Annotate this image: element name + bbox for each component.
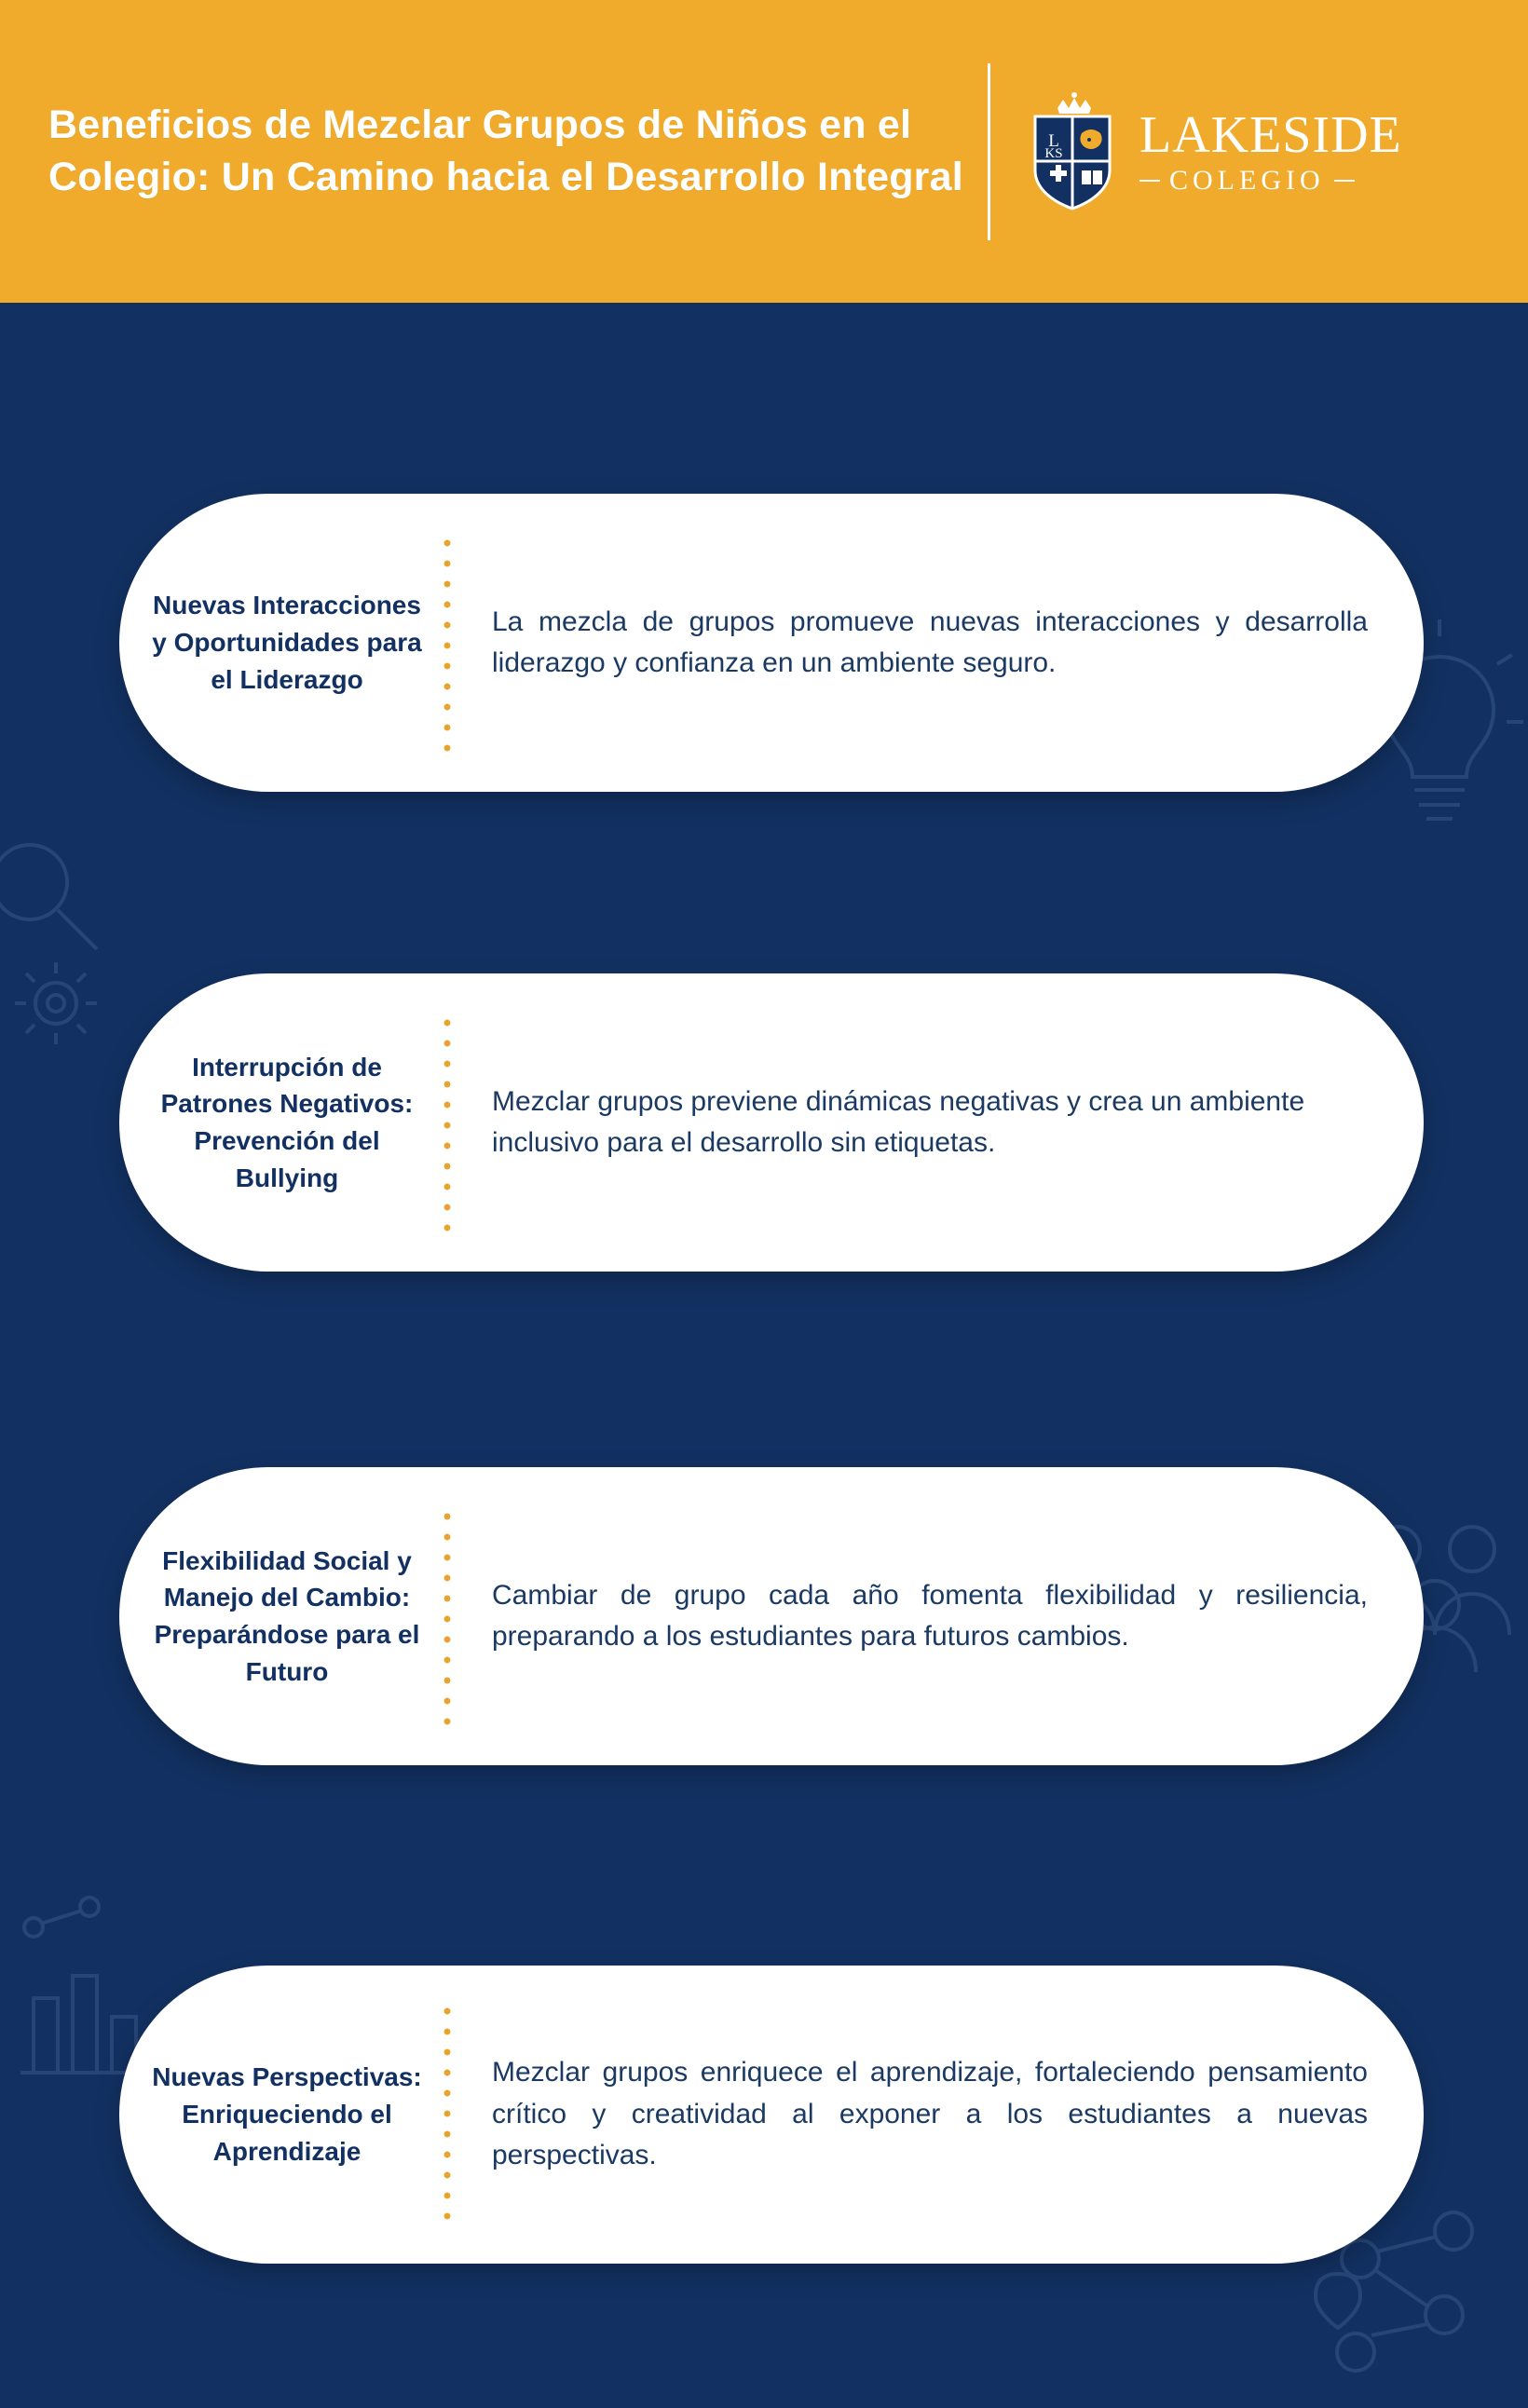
dotted-separator	[443, 1506, 451, 1726]
magnifier-icon	[0, 834, 112, 973]
benefit-card[interactable]	[119, 1966, 1424, 2264]
benefit-card-body: La mezcla de grupos promueve nuevas interacciones y desarrolla liderazgo y confianza en un ambiente seguro.	[492, 605, 1368, 678]
brand-text	[1139, 105, 1402, 196]
dotted-separator	[443, 1013, 451, 1232]
benefit-card-title: Interrupción de Patrones Negativos: Prevención del Bullying	[160, 1052, 414, 1192]
brand-rule-left	[1139, 180, 1160, 182]
dotted-separator	[443, 2001, 451, 2228]
benefit-card-body: Mezclar grupos previene dinámicas negativas y crea un ambiente inclusivo para el desarrollo sin etiquetas.	[492, 1085, 1305, 1158]
brand-lockup	[1022, 92, 1402, 211]
benefit-card-body: Cambiar de grupo cada año fomenta flexibilidad y resiliencia, preparando a los estudiantes para futuros cambios.	[492, 1579, 1368, 1652]
page-title: Beneficios de Mezclar Grupos de Niños en el Colegio: Un Camino hacia el Desarrollo Integral	[48, 102, 963, 199]
brand-subtitle: COLEGIO	[1169, 164, 1325, 196]
brand-rule-right	[1334, 180, 1355, 182]
content-board	[0, 303, 1528, 2385]
benefit-card-title: Nuevas Interacciones y Oportunidades para el Liderazgo	[152, 591, 422, 694]
page-header	[0, 0, 1528, 303]
benefit-card-body: Mezclar grupos enriquece el aprendizaje, fortaleciendo pensamiento crítico y creatividad al exponer a los estudiantes a nuevas perspectivas.	[492, 2057, 1368, 2171]
gear-icon	[7, 955, 119, 1067]
school-crest-icon	[1022, 92, 1119, 211]
header-divider	[988, 63, 990, 240]
benefit-card[interactable]	[119, 1467, 1424, 1765]
svg-text:L: L	[1048, 130, 1059, 151]
svg-text:KS: KS	[1044, 145, 1063, 161]
benefit-card[interactable]	[119, 973, 1424, 1272]
dotted-separator	[443, 533, 451, 753]
brand-name: LAKESIDE	[1139, 105, 1402, 164]
benefit-card-title: Nuevas Perspectivas: Enriqueciendo el Aprendizaje	[152, 2062, 422, 2166]
benefit-card-title: Flexibilidad Social y Manejo del Cambio: Preparándose para el Futuro	[154, 1545, 420, 1686]
benefit-card[interactable]	[119, 494, 1424, 792]
